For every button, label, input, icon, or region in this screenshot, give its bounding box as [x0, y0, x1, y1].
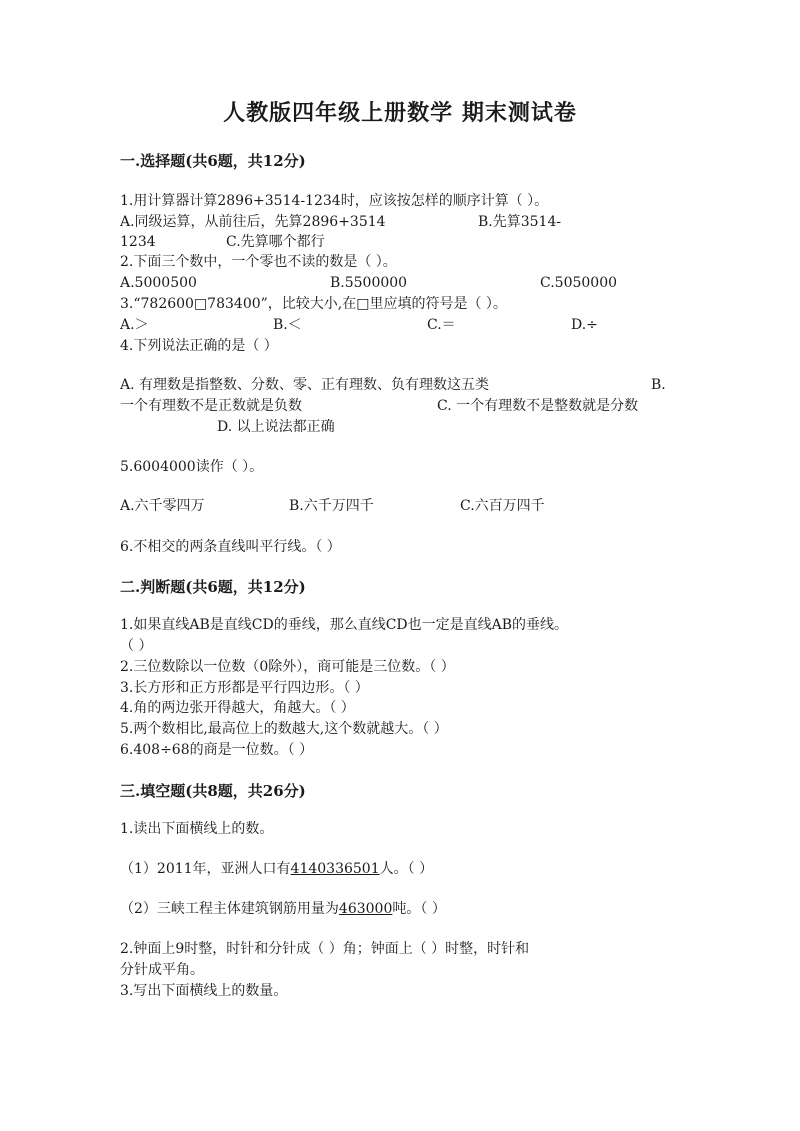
- judgement-3: 3.长方形和正方形都是平行四边形。（ ）: [120, 680, 369, 696]
- fill-1-part-1: [120, 860, 433, 878]
- judgement-5: 5.两个数相比,最高位上的数越大,这个数就越大。（ ）: [120, 721, 448, 737]
- question-5-option-a: A.六千零四万: [120, 498, 205, 514]
- fill-1-part-2-prefix: （2）三峡工程主体建筑钢筋用量为: [120, 901, 339, 917]
- question-1-option-b-cont: 1234: [120, 234, 156, 250]
- section-heading-choice: 一.选择题(共6题，共12分): [120, 152, 306, 170]
- question-2-option-a: A.5000500: [120, 275, 197, 291]
- fill-1-part-2-number: 463000: [338, 901, 393, 917]
- question-4-stem: 4.下列说法正确的是（ ）: [120, 338, 278, 354]
- fill-1-stem: 1.读出下面横线上的数。: [120, 821, 274, 837]
- question-4-option-b: 一个有理数不是正数就是负数: [120, 398, 302, 414]
- question-1-option-c: C.先算哪个都行: [226, 234, 325, 250]
- question-1-option-b: B.先算3514-: [478, 214, 562, 230]
- fill-3-stem: 3.写出下面横线上的数量。: [120, 983, 288, 999]
- fill-1-part-2-suffix: 吨。（ ）: [392, 901, 446, 917]
- judgement-1: 1.如果直线AB是直线CD的垂线，那么直线CD也一定是直线AB的垂线。: [120, 617, 569, 633]
- question-2-option-c: C.5050000: [540, 275, 618, 291]
- fill-2-stem-cont: 分针成平角。: [120, 962, 204, 978]
- question-5-option-c: C.六百万四千: [460, 498, 545, 514]
- question-5-stem: 5.6004000读作（ ）。: [120, 459, 264, 475]
- judgement-4: 4.角的两边张开得越大，角越大。（ ）: [120, 700, 355, 716]
- question-1-option-a: A.同级运算，从前往后，先算2896+3514: [120, 214, 386, 230]
- section-heading-judgement: 二.判断题(共6题，共12分): [120, 578, 306, 596]
- question-4-option-d: D. 以上说法都正确: [217, 419, 335, 435]
- question-6-stem: 6.不相交的两条直线叫平行线。（ ）: [120, 539, 341, 555]
- judgement-2: 2.三位数除以一位数（0除外），商可能是三位数。（ ）: [120, 659, 455, 675]
- question-3-option-c: C.＝: [427, 317, 456, 333]
- question-2-option-b: B.5500000: [330, 275, 408, 291]
- page-title: 人教版四年级上册数学 期末测试卷: [223, 100, 577, 126]
- fill-2-stem: 2.钟面上9时整，时针和分针成（ ）角；钟面上（ ）时整，时针和: [120, 941, 530, 957]
- fill-1-part-1-suffix: 人。（ ）: [379, 861, 434, 877]
- judgement-1-blank: （ ）: [120, 638, 153, 654]
- question-3-stem: 3.“782600□783400”，比较大小,在□里应填的符号是（ ）。: [120, 296, 507, 312]
- question-4-option-b-label: B.: [651, 377, 666, 393]
- fill-1-part-1-number: 4140336501: [290, 861, 380, 877]
- question-1-stem: 1.用计算器计算2896+3514-1234时，应该按怎样的顺序计算（ ）。: [120, 193, 549, 209]
- judgement-6: 6.408÷68的商是一位数。（ ）: [120, 742, 314, 758]
- fill-1-part-1-prefix: （1）2011年，亚洲人口有: [120, 861, 291, 877]
- section-heading-fill-blank: 三.填空题(共8题，共26分): [120, 782, 306, 800]
- question-3-option-a: A.＞: [120, 317, 149, 333]
- fill-1-part-2: [120, 900, 446, 918]
- question-3-option-b: B.＜: [273, 317, 302, 333]
- question-2-stem: 2.下面三个数中，一个零也不读的数是（ ）。: [120, 254, 397, 270]
- question-5-option-b: B.六千万四千: [289, 498, 374, 514]
- question-4-option-c: C. 一个有理数不是整数就是分数: [437, 398, 639, 414]
- question-4-option-a: A. 有理数是指整数、分数、零、正有理数、负有理数这五类: [120, 377, 490, 393]
- question-3-option-d: D.÷: [571, 317, 598, 333]
